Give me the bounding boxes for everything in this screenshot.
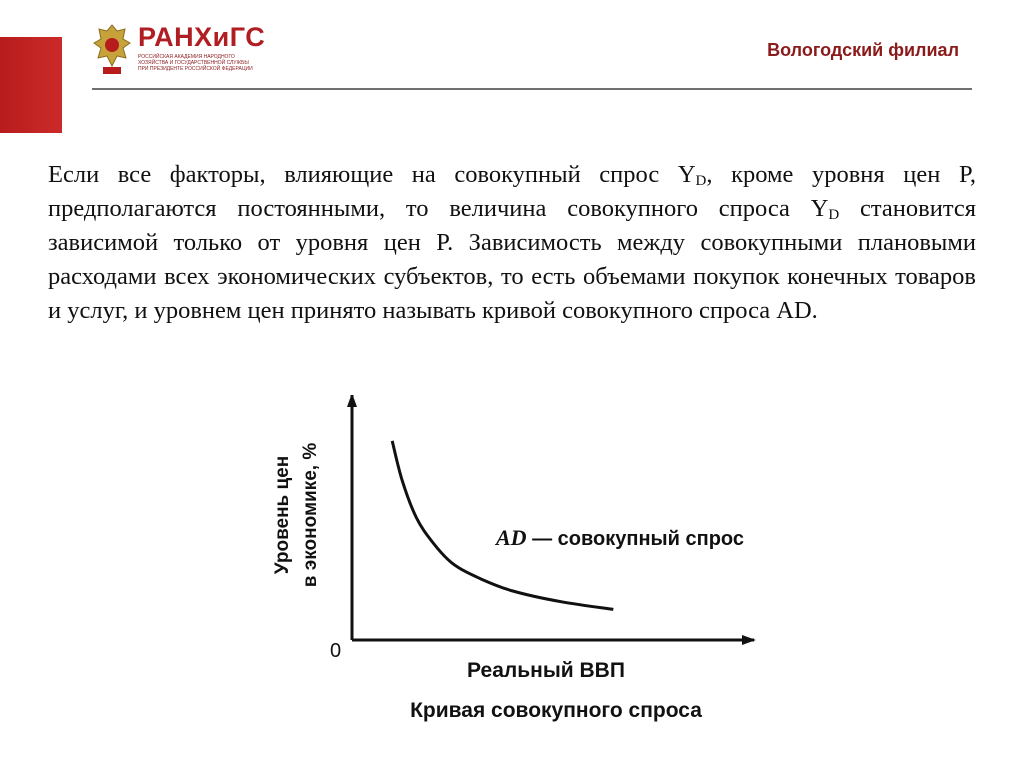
accent-bar bbox=[0, 37, 62, 133]
subscript-d-1: D bbox=[695, 173, 707, 189]
branch-name: Вологодский филиал bbox=[767, 40, 959, 60]
y-axis-label-line1: Уровень цен bbox=[272, 455, 293, 575]
chart-caption: Кривая совокупного спроса bbox=[410, 699, 702, 722]
y-axis-label-line2: в экономике, % bbox=[300, 442, 321, 588]
body-paragraph bbox=[48, 158, 976, 328]
x-axis-label: Реальный ВВП bbox=[467, 659, 625, 682]
ad-annotation-symbol: AD bbox=[496, 525, 527, 550]
ad-annotation bbox=[494, 525, 744, 550]
paragraph-part-1: Если все факторы, влияющие на совокупный спрос Y bbox=[48, 161, 696, 188]
paragraph-part-3: становится зависимой только от уровня цен P. Зависимость между совокупными плановыми расходами всех экономических субъектов, то есть объемами покупок конечных товаров и услуг, и уровнем цен принято называть кривой совокупного спроса AD. bbox=[48, 195, 976, 324]
logo-tagline: РОССИЙСКАЯ АКАДЕМИЯ НАРОДНОГО ХОЗЯЙСТВА И ГОСУДАРСТВЕННОЙ СЛУЖБЫ ПРИ ПРЕЗИДЕНТЕ РОССИЙСКОЙ ФЕДЕРАЦИИ bbox=[138, 54, 253, 72]
logo-text: РАНХиГС bbox=[138, 22, 266, 52]
paragraph-part-2: , кроме уровня цен P, предполагаются постоянными, то величина совокупного спроса Y bbox=[48, 161, 976, 222]
ad-curve-chart bbox=[256, 395, 816, 735]
ad-annotation-text: — совокупный спрос bbox=[526, 528, 744, 550]
header-divider bbox=[92, 88, 972, 90]
origin-label: 0 bbox=[330, 640, 342, 662]
subscript-d-2: D bbox=[828, 207, 840, 223]
eagle-emblem-icon bbox=[92, 22, 132, 78]
ranepa-logo bbox=[92, 20, 266, 82]
